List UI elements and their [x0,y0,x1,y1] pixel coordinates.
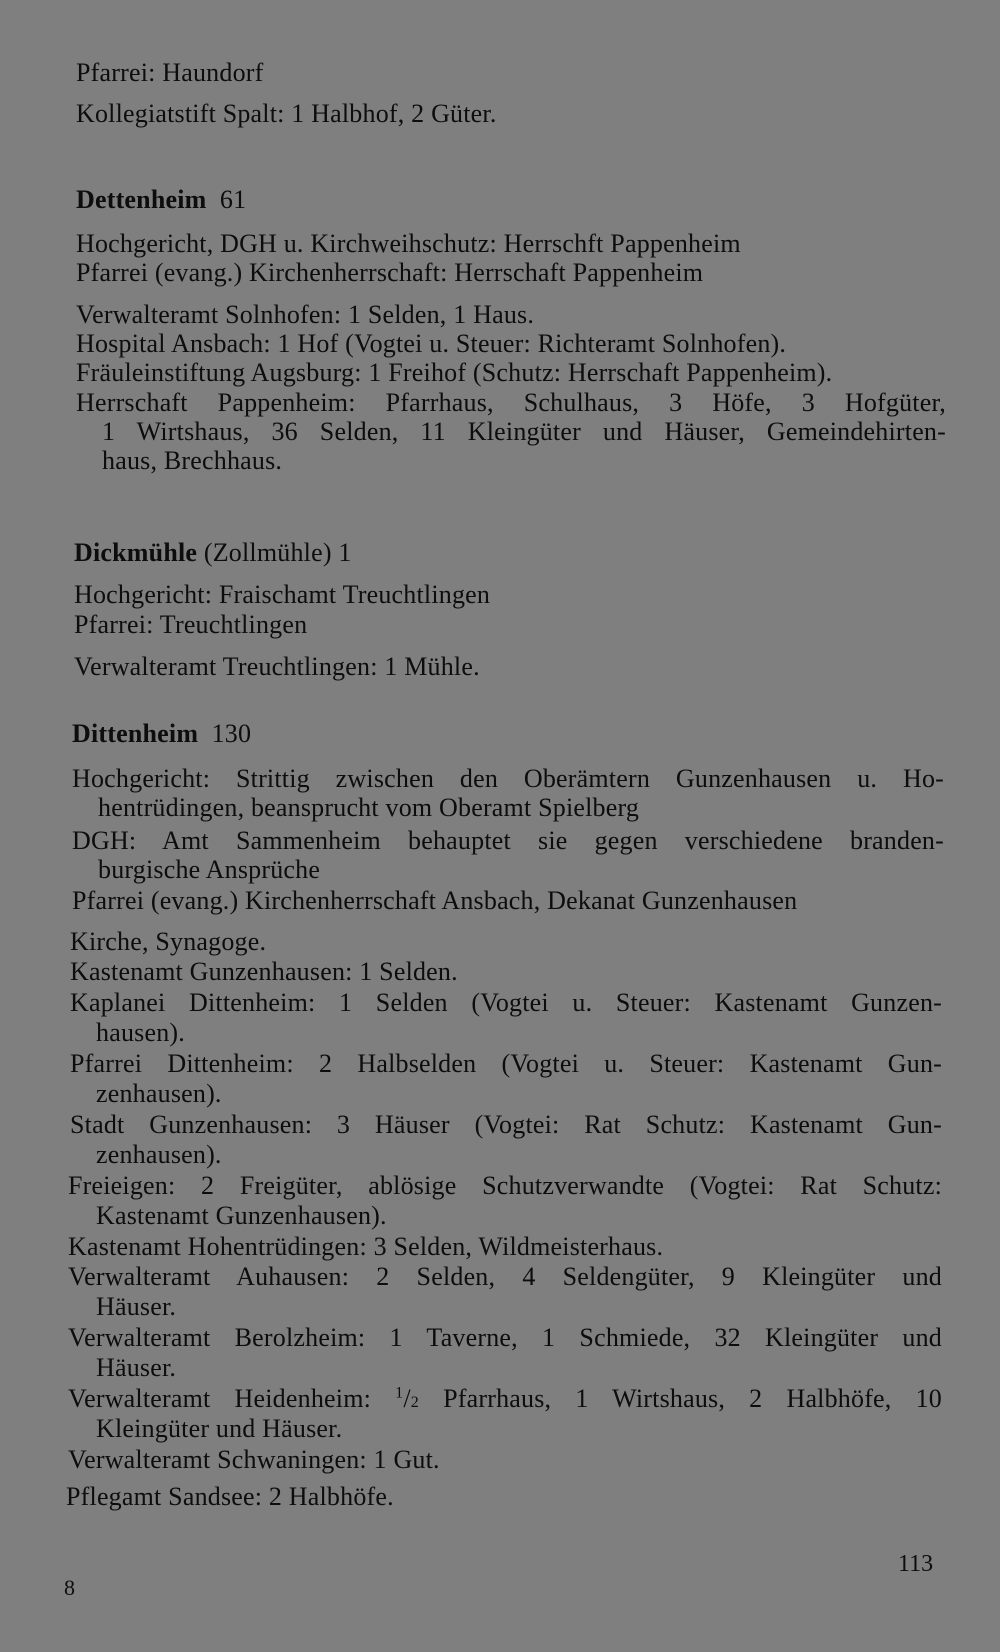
entry-line: Verwalteramt Auhausen: 2 Selden, 4 Seldengüter, 9 Kleingüter und [68,1262,942,1291]
entry-line: hausen). [96,1018,185,1047]
signature-mark: 8 [64,1575,75,1600]
entry-line: Verwalteramt Treuchtlingen: 1 Mühle. [74,652,480,681]
entry-line: Häuser. [96,1292,177,1321]
page-number: 113 [898,1551,934,1577]
entry-line: Verwalteramt Solnhofen: 1 Selden, 1 Haus. [76,300,535,329]
entry-line [68,1384,942,1418]
entry-text: Pfarrhaus, 1 Wirtshaus, 2 Halbhöfe, 10 [443,1384,943,1413]
place-name: Dettenheim [76,185,207,214]
entry-line: Kollegiatstift Spalt: 1 Halbhof, 2 Güter. [76,99,497,128]
place-name: Dickmühle [74,538,198,567]
entry-heading [72,719,251,749]
entry-line: Kirche, Synagoge. [70,927,267,956]
entry-line: Fräuleinstiftung Augsburg: 1 Freihof (Schutz: Herrschaft Pappenheim). [76,358,833,387]
entry-line: Hospital Ansbach: 1 Hof (Vogtei u. Steuer: Richteramt Solnhofen). [76,329,787,358]
entry-line: Pfarrei: Haundorf [76,58,264,87]
entry-heading [76,185,246,215]
entry-line: Pfarrei (evang.) Kirchenherrschaft: Herrschaft Pappenheim [76,258,704,287]
entry-heading [74,538,352,568]
entry-line: hentrüdingen, beansprucht vom Oberamt Spielberg [98,793,640,822]
entry-line: Pfarrei: Treuchtlingen [74,610,308,639]
entry-line: Kastenamt Gunzenhausen). [96,1201,387,1230]
entry-text: Verwalteramt Heidenheim: [68,1384,372,1413]
entry-line: Freieigen: 2 Freigüter, ablösige Schutzverwandte (Vogtei: Rat Schutz: [68,1171,942,1200]
fraction-denominator: 2 [410,1394,419,1411]
place-number: (Zollmühle) 1 [203,538,352,567]
entry-line: Kastenamt Hohentrüdingen: 3 Selden, Wildmeisterhaus. [68,1232,664,1261]
entry-line: Herrschaft Pappenheim: Pfarrhaus, Schulhaus, 3 Höfe, 3 Hofgüter, [76,388,946,417]
place-number: 61 [219,185,247,214]
entry-line: Kaplanei Dittenheim: 1 Selden (Vogtei u. Steuer: Kastenamt Gunzen- [70,988,942,1017]
entry-line: Pfarrei (evang.) Kirchenherrschaft Ansbach, Dekanat Gunzenhausen [72,886,798,915]
entry-line: Kastenamt Gunzenhausen: 1 Selden. [70,957,458,986]
entry-line: burgische Ansprüche [98,855,321,884]
entry-line: Pfarrei Dittenheim: 2 Halbselden (Vogtei u. Steuer: Kastenamt Gun- [70,1049,942,1078]
entry-line: 1 Wirtshaus, 36 Selden, 11 Kleingüter und Häuser, Gemeindehirten- [102,417,946,446]
entry-line: zenhausen). [96,1079,222,1108]
entry-line: Stadt Gunzenhausen: 3 Häuser (Vogtei: Rat Schutz: Kastenamt Gun- [70,1110,942,1139]
place-number: 130 [211,719,252,748]
entry-line: Kleingüter und Häuser. [96,1414,343,1443]
entry-line: DGH: Amt Sammenheim behauptet sie gegen verschiedene branden- [72,826,944,855]
entry-line: Verwalteramt Berolzheim: 1 Taverne, 1 Schmiede, 32 Kleingüter und [68,1323,942,1352]
fraction-numerator: 1 [395,1384,404,1402]
entry-line: Hochgericht, DGH u. Kirchweihschutz: Herrschft Pappenheim [76,229,741,258]
entry-line: Pflegamt Sandsee: 2 Halbhöfe. [66,1482,394,1511]
entry-line: zenhausen). [96,1140,222,1169]
entry-line: haus, Brechhaus. [102,446,283,475]
entry-line: Hochgericht: Fraischamt Treuchtlingen [74,580,491,609]
fraction: $^1$/2 [395,1384,419,1413]
entry-line: Verwalteramt Schwaningen: 1 Gut. [68,1445,440,1474]
entry-line: Hochgericht: Strittig zwischen den Oberämtern Gunzenhausen u. Ho- [72,764,944,793]
entry-line: Häuser. [96,1353,177,1382]
place-name: Dittenheim [72,719,199,748]
